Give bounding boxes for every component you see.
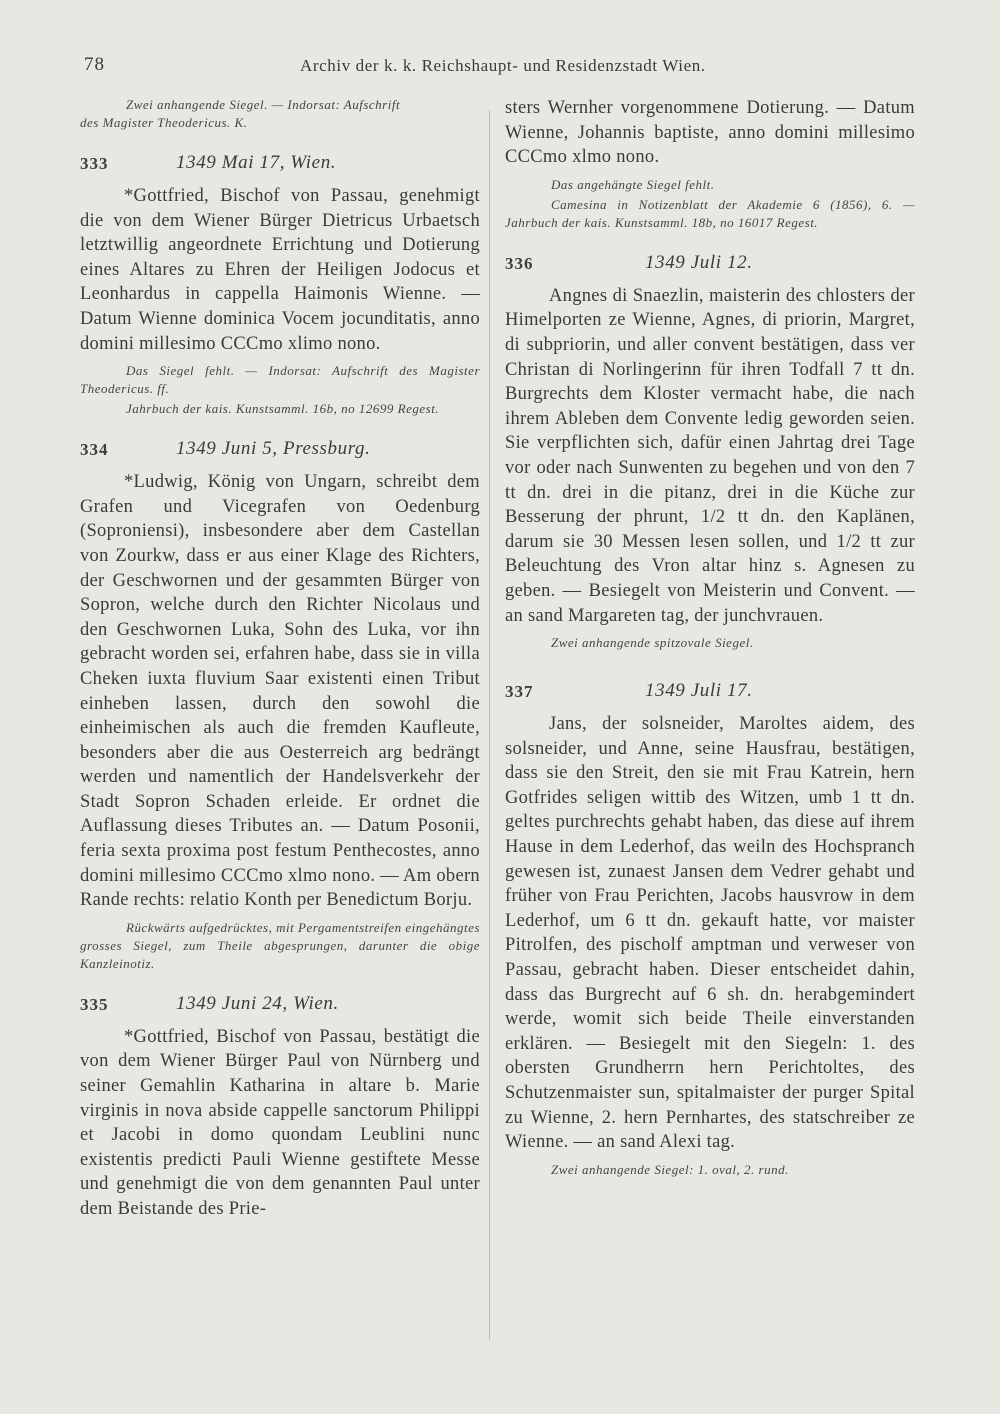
page-number: 78 [84, 54, 105, 75]
entry-337-seal-note: Zwei anhangende Siegel: 1. oval, 2. rund. [551, 1161, 789, 1177]
seal-note-continued: des Magister Theodericus. K. [80, 115, 248, 130]
entry-334-heading [80, 436, 480, 468]
column-divider [489, 110, 490, 1340]
entry-333-heading [80, 150, 480, 182]
entry-336-text: Angnes di Snaezlin, maisterin des chlosters der Himelporten ze Wienne, Agnes, di priorin, Margret, di subpriorin, und aller convent bestätigen, dass ver Christan di Norlingerinn für ihren Todfall 7 tt dn. Burgrechts dem Kloster vermacht habe, die nach ihrem Ableben dem Convente ledig geworden seien. Sie verpflichten sich, dafür einen Jahrtag drei Tage vor oder nach Sunwenten zu begehen und von den 7 tt dn. drei in die pitanz, drei in die Küche zur Besserung der phrunt, 1/2 tt dn. den Kaplänen, darum sie 30 Messen lesen sollen, und 1/2 tt zur Beleuchtung des Vron altar hinz s. Agnesen zu geben. — Besiegelt von Meisterin und Convent. — an sand Margareten tag, der junchvrauen. [505, 285, 915, 626]
page-header [84, 54, 914, 84]
entry-number: 333 [80, 154, 109, 173]
entry-334-text: *Ludwig, König von Ungarn, schreibt dem Grafen und Vicegrafen von Oedenburg (Soproniensi), insbesondere aber dem Castellan von Zourkw, dass er aus einer Klage des Richters, der Geschwornen und der gesammten Bürger von Sopron, welche durch den Richter Nicolaus und den Geschwornen Luka, Sohn des Luka, vor ihn gebracht worden sei, erfahren habe, dass sie in villa Cheken iuxta fluvium Saar existenti einen Tribut einheben lassen, durch den sowohl die einheimischen als auch die fremden Kaufleute, besonders aber die aus Oesterreich arg bedrängt werden und namentlich der Handelsverkehr der Stadt Sopron Schaden erleide. Er ordnet die Auflassung dieses Tributes an. — Datum Posonii, feria sexta proxima post festum Penthecostes, anno domini millesimo CCCmo xlmo nono. — Am obern Rande rechts: relatio Konth per Benedictum Borju. [80, 472, 480, 911]
entry-date: 1349 Juli 17. [645, 680, 753, 702]
entry-date: 1349 Mai 17, Wien. [176, 152, 337, 173]
entry-number: 336 [505, 253, 534, 273]
entry-335-seal-note: Das angehängte Siegel fehlt. [551, 176, 715, 192]
seal-note: Zwei anhangende Siegel. — Indorsat: Aufschrift [126, 97, 401, 112]
left-column [80, 96, 480, 1222]
entry-333-seal-note: Das Siegel fehlt. — Indorsat: Aufschrift des Magister Theodericus. ff. [80, 363, 480, 397]
entry-336-seal-note: Zwei anhangende spitzovale Siegel. [551, 635, 754, 651]
entry-335-reference: Camesina in Notizenblatt der Akademie 6 (1856), 6. — Jahrbuch der kais. Kunstsamml. 18b, no 16017 Regest. [505, 196, 915, 230]
entry-number: 337 [505, 682, 534, 702]
running-title: Archiv der k. k. Reichshaupt- und Residenzstadt Wien. [300, 56, 706, 75]
entry-335-text: *Gottfried, Bischof von Passau, bestätigt die von dem Wiener Bürger Paul von Nürnberg und seiner Gemahlin Katharina in altare b. Marie virginis in nova abside cappelle sanctorum Philippi et Jacobi in domo quondam Leublini nunc existentis predicti Pauli Wienne gestiftete Messe und genehmigt die von dem genannten Paul unter dem Beistande des Prie- [80, 1026, 480, 1219]
right-column [505, 96, 915, 1179]
entry-333-text: *Gottfried, Bischof von Passau, genehmigt die von dem Wiener Bürger Dietricus Urbaetsch letztwillig angeordnete Errichtung und Dotierung eines Altares zu Ehren der Heiligen Jodocus et Leonhardus in cappella Haimonis Wienne. — Datum Wienne dominica Vocem jocunditatis, anno domini millesimo CCCmo xlimo nono. [80, 186, 480, 354]
entry-334-seal-note: Rückwärts aufgedrücktes, mit Pergamentstreifen eingehängtes grosses Siegel, zum Theile abgesprungen, darunter die obige Kanzleinotiz. [80, 919, 480, 971]
entry-335-heading [80, 991, 480, 1023]
entry-333-reference: Jahrbuch der kais. Kunstsamml. 16b, no 12699 Regest. [126, 401, 440, 417]
entry-number: 334 [80, 440, 109, 460]
entry-335-text-continued: sters Wernher vorgenommene Dotierung. — Datum Wienne, Johannis baptiste, anno domini millesimo CCCmo xlmo nono. [505, 98, 915, 168]
entry-336-heading [505, 250, 915, 282]
entry-337-text: Jans, der solsneider, Maroltes aidem, des solsneider, und Anne, seine Hausfrau, bestätigen, dass sie den Streit, den sie mit Frau Katrein, hern Gotfrides seligen wittib des Witzen, umb 1 tt dn. geltes purchrechts gehabt haben, das diese auf ihrem Hause in dem Lederhof, das weiln des Hochspranch gewesen ist, zunaest Jansen dem Vedrer gehabt und früher von Frau Perichten, Jacobs hausvrow in dem Lederhof, um 6 tt dn. gekauft hatte, vor maister Pitrolfen, des pischolf amptman und verweser von Passau, gebracht haben. Dieser entscheidet dahin, dass das Burgrecht auf 6 sh. dn. herabgemindert werde, womit sich beide Theile einverstanden erklären. — Besiegelt mit den Siegeln: 1. des obersten Grundherrn hern Perichtoltes, des Schutzenmaister sun, spitalmaister der purger Spital zu Wienne, 2. hern Pernhartes, des statschreiber ze Wienne. — an sand Alexi tag. [505, 714, 915, 1153]
entry-date: 1349 Juni 5, Pressburg. [176, 438, 371, 460]
entry-number: 335 [80, 994, 109, 1014]
entry-date: 1349 Juli 12. [645, 251, 753, 273]
entry-date: 1349 Juni 24, Wien. [176, 992, 339, 1014]
entry-337-heading [505, 678, 915, 710]
